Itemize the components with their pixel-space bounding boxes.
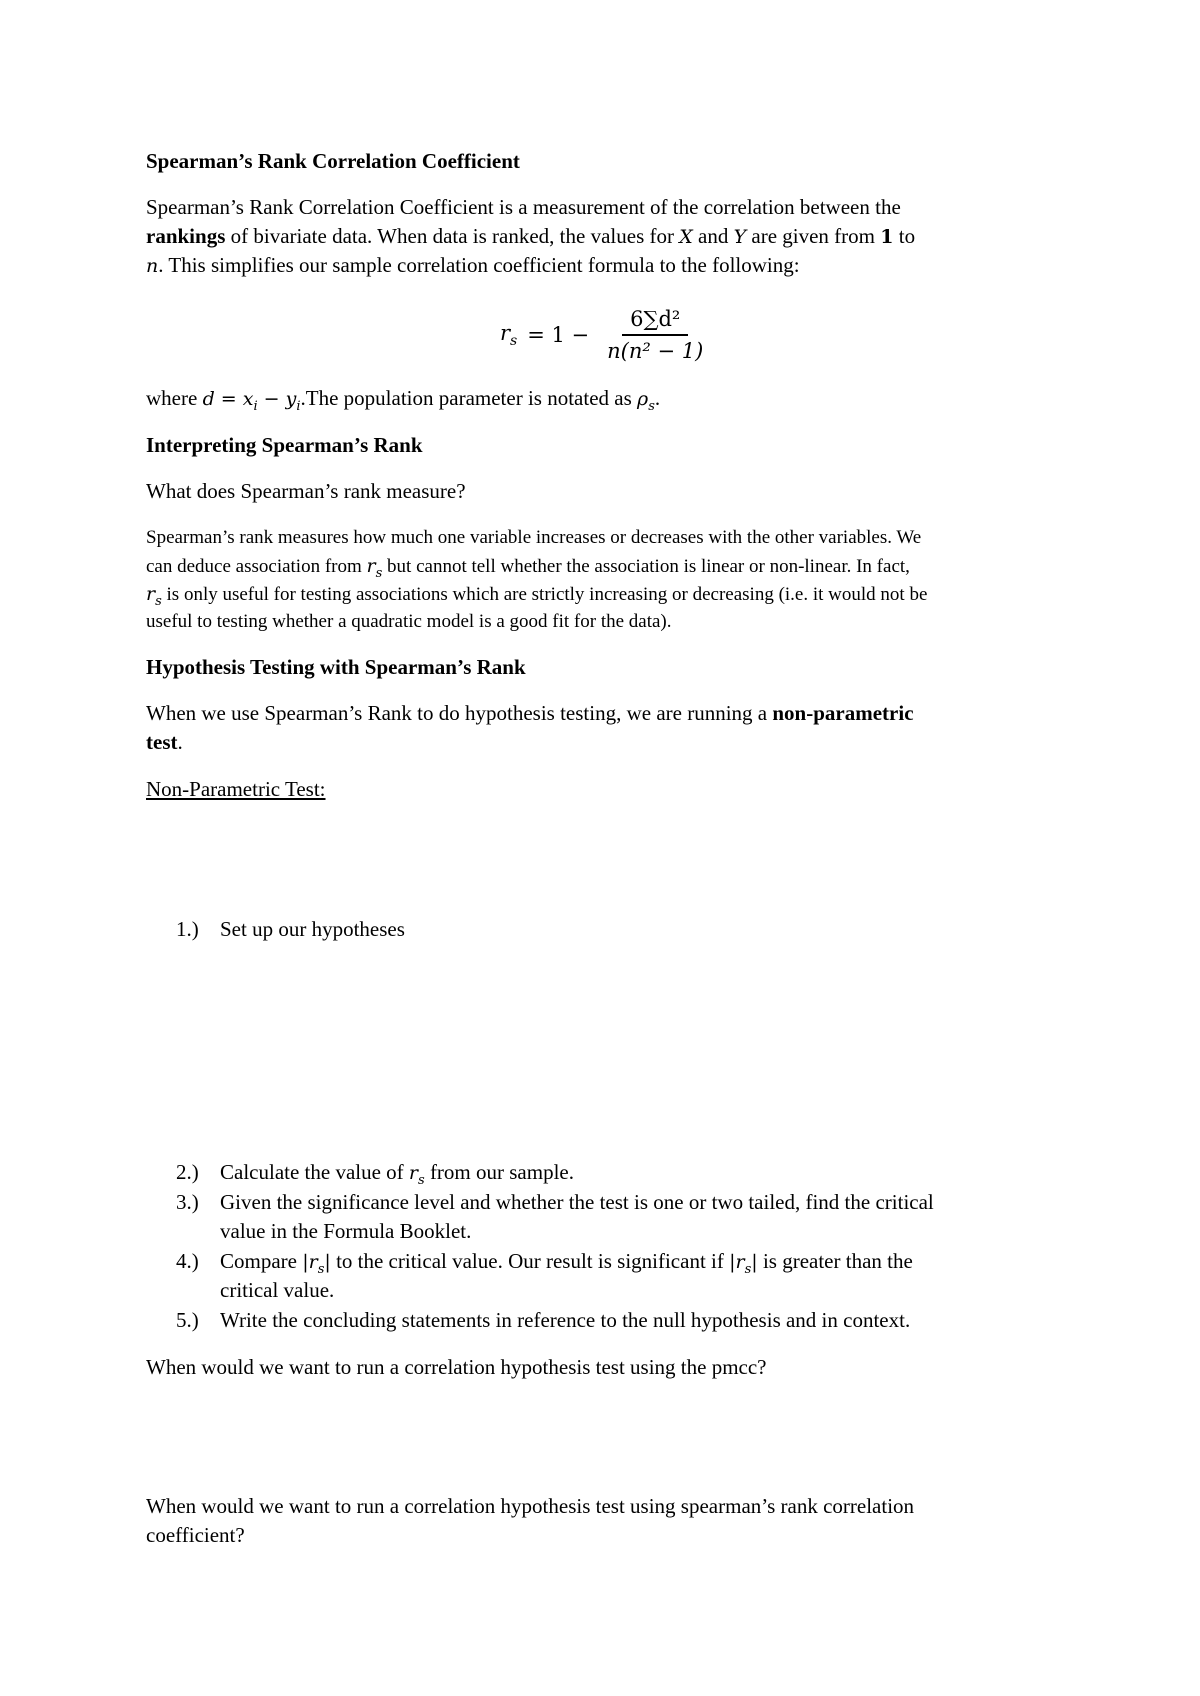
step-3: 3.) Given the significance level and whether the test is one or two tailed, find the critical — [176, 1190, 934, 1214]
step-2: 2.) Calculate the value of $r_s$ from our sample. — [176, 1160, 574, 1188]
var-n: n — [146, 255, 159, 277]
non-parametric-subheading: Non-Parametric Test: — [146, 777, 326, 801]
step-4-continued: critical value. — [220, 1278, 335, 1302]
step-3-continued: value in the Formula Booklet. — [220, 1219, 472, 1243]
intro-line-1: Spearman’s Rank Correlation Coefficient is a measurement of the correlation between the — [146, 195, 901, 219]
page-title: Spearman’s Rank Correlation Coefficient — [146, 149, 520, 173]
intro-line-3: n. This simplifies our sample correlation coefficient formula to the following: — [146, 253, 800, 277]
step-5: 5.) Write the concluding statements in reference to the null hypothesis and in context. — [176, 1308, 911, 1332]
answer-line-4: useful to testing whether a quadratic model is a good fit for the data). — [146, 611, 672, 632]
spearman-formula — [500, 300, 711, 370]
formula-fraction — [599, 307, 711, 363]
answer-line-1: Spearman’s rank measures how much one variable increases or decreases with the other variables. We — [146, 527, 922, 548]
answer-line-2: can deduce association from $r_s$ but cannot tell whether the association is linear or non-linear. In fact, — [146, 555, 910, 581]
formula-equals: = 1 − — [527, 323, 590, 347]
question-pmcc: When would we want to run a correlation hypothesis test using the pmcc? — [146, 1355, 767, 1379]
rankings-term: rankings — [146, 224, 226, 248]
answer-line-3: $r_s$ is only useful for testing associations which are strictly increasing or decreasing (i.e. it would not be — [146, 583, 928, 609]
where-line: where $d = x_i - y_i.The$ population parameter is notated as $\rho_s$. — [146, 386, 661, 414]
var-y: Y — [733, 226, 747, 248]
question-spearman-line-2: coefficient? — [146, 1523, 245, 1547]
heading-interpreting: Interpreting Spearman’s Rank — [146, 433, 423, 457]
step-4: 4.) Compare $|r_s|$ to the critical value. Our result is significant if $|r_s|$ is greater than the — [176, 1249, 913, 1277]
step-1: 1.) Set up our hypotheses — [176, 917, 405, 941]
formula-lhs: $r_s$ — [500, 320, 518, 350]
hypothesis-line-2: test. — [146, 730, 183, 754]
formula-denominator: n(n² − 1) — [607, 339, 704, 363]
formula-numerator: 6∑d² — [622, 307, 688, 336]
question-what-measure: What does Spearman’s rank measure? — [146, 479, 466, 503]
question-spearman-line-1: When would we want to run a correlation hypothesis test using spearman’s rank correlation — [146, 1494, 915, 1518]
heading-hypothesis-testing: Hypothesis Testing with Spearman’s Rank — [146, 655, 526, 679]
intro-line-2: rankings of bivariate data. When data is ranked, the values for X and Y are given from 1 to — [146, 224, 916, 248]
hypothesis-line-1: When we use Spearman’s Rank to do hypothesis testing, we are running a non-parametric — [146, 701, 914, 725]
var-x: X — [679, 226, 693, 248]
